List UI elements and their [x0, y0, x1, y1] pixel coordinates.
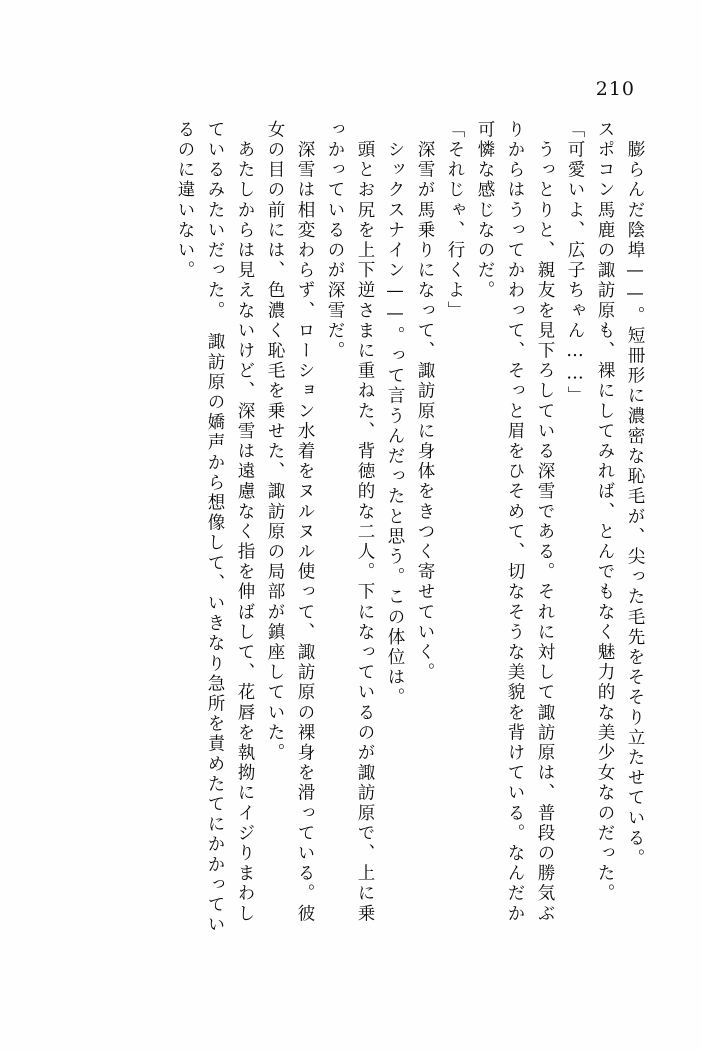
text-column: っかっているのが深雪だ。: [325, 120, 345, 362]
text-column: 「可愛いよ、広子ちゃん……」: [565, 120, 585, 407]
text-column: あたしからは見えないけど、深雪は遠慮なく指を伸ばして、花唇を執拗にイジりまわし: [235, 120, 255, 924]
text-column: スポコン馬鹿の諏訪原も、裸にしてみれば、とんでもなく魅力的な美少女なのだった。: [595, 120, 615, 904]
text-column: ているみたいだった。 諏訪原の嬌声から想像して、いきなり急所を責めたてにかかってい: [205, 120, 225, 936]
page-number: 210: [595, 78, 635, 100]
text-column: 膨らんだ陰埠——。短冊形に濃密な恥毛が、尖った毛先をそそり立たせている。: [625, 120, 645, 869]
text-column: るのに違いない。: [175, 120, 195, 281]
text-column: 頭とお尻を上下逆さまに重ねた、背徳的な二人。下になっているのが諏訪原で、上に乗: [355, 120, 375, 924]
text-column: 「それじゃ、行くよ」: [445, 120, 465, 321]
text-column: 女の目の前には、色濃く恥毛を乗せた、諏訪原の局部が鎮座していた。: [265, 120, 285, 764]
text-column: 深雪が馬乗りになって、諏訪原に身体をきつく寄せていく。: [415, 120, 435, 683]
text-column: 深雪は相変わらず、ローション水着をヌルヌル使って、諏訪原の裸身を滑っている。彼: [295, 120, 315, 924]
text-column: 可憐な感じなのだ。: [475, 120, 495, 301]
vertical-text-block: [52, 120, 643, 1020]
text-column: りからはうってかわって、そっと眉をひそめて、切なそうな美貌を背けている。なんだか: [505, 120, 525, 924]
text-column: うっとりと、親友を見下ろしている深雪である。それに対して諏訪原は、普段の勝気ぶ: [535, 120, 555, 924]
text-column: シックスナイン——。って言うんだったと思う。この体位は。: [385, 120, 405, 708]
